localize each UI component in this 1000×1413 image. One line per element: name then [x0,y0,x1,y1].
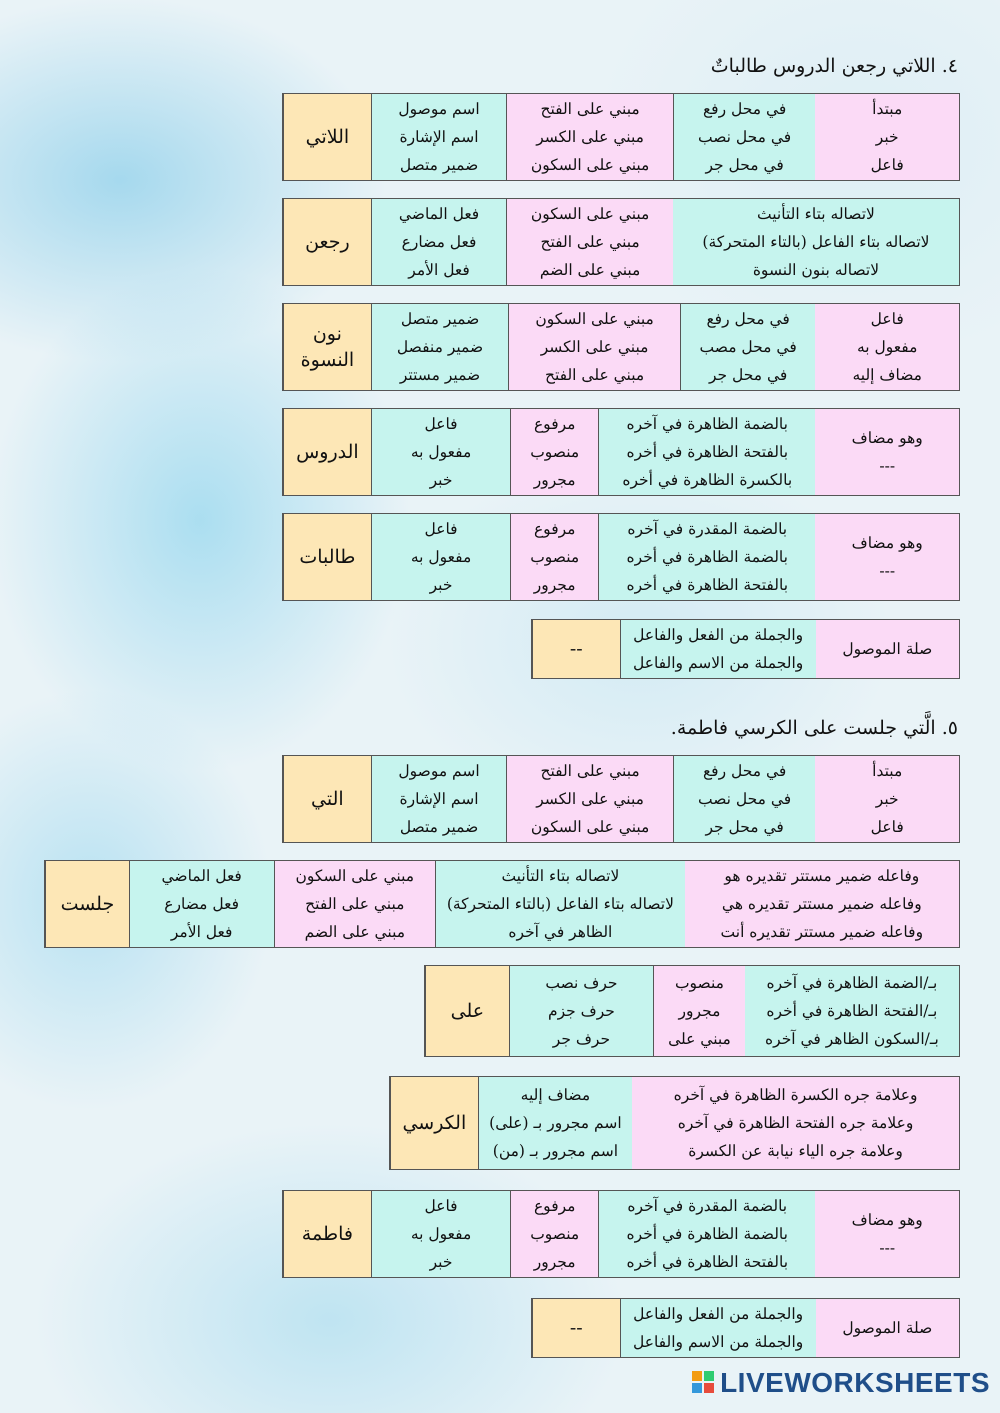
option-text: وفاعله ضمير مستتر تقديره هي [721,895,922,913]
option-cell[interactable] [274,861,436,947]
option-text: خبر [429,1253,453,1271]
option-cell[interactable] [435,861,684,947]
option-cell[interactable] [371,514,511,600]
option-text: مضاف إليه [852,366,922,384]
liveworksheets-logo-icon [692,1371,716,1395]
option-text: وهو مضاف [851,1211,923,1229]
table-row-sentence [531,1298,960,1358]
option-cell[interactable] [685,861,959,947]
option-cell[interactable] [506,199,673,285]
option-text: مجرور [533,1253,576,1271]
option-cell[interactable] [620,620,816,678]
option-text: فاعل [424,520,458,538]
table-row-sentence [531,619,960,679]
option-text: والجملة من الفعل والفاعل [633,1305,804,1323]
option-text: في محل جر [705,818,784,836]
option-text: مرفوع [533,1197,576,1215]
option-text: بالضمة الظاهرة في أخره [626,1225,788,1243]
option-text: مبني على السكون [530,156,650,174]
option-text: لاتصاله بتاء التأنيث [757,205,875,223]
option-cell[interactable] [509,966,653,1056]
option-text: مبني على الفتح [540,762,640,780]
option-text: وعلامة جره الفتحة الظاهرة في آخره [677,1114,914,1132]
option-text: خبر [875,790,899,808]
table-row-rajaan [282,198,960,286]
option-text: مفعول به [410,1225,472,1243]
option-cell[interactable] [673,94,816,180]
option-text: مبني على السكون [295,867,415,885]
word-text: نون النسوة [300,323,355,371]
option-text: مبني على الضم [539,261,641,279]
option-cell[interactable] [506,756,673,842]
table-row-jalasat [44,860,960,948]
word-cell: -- [532,1299,620,1357]
option-text: لاتصاله بتاء الفاعل (بالتاء المتحركة) [702,233,930,251]
option-text: مبني على السكون [535,310,654,328]
option-text: فاعل [424,1197,458,1215]
option-cell[interactable] [371,1191,511,1277]
option-text: اسم موصول [398,100,480,118]
word-cell: الدروس [283,409,371,495]
option-cell[interactable] [745,966,959,1056]
option-text: وفاعله ضمير مستتر تقديره أنت [720,923,924,941]
option-text: بالفتحة الظاهرة في أخره [626,576,789,594]
option-text: بالفتحة الظاهرة في أخره [626,1253,789,1271]
option-cell[interactable] [653,966,745,1056]
option-text: مبني على الفتح [540,100,640,118]
option-text: مفعول به [410,548,472,566]
option-text: ضمير متصل [399,156,479,174]
option-text: اسم موصول [398,762,480,780]
word-cell: فاطمة [283,1191,371,1277]
word-cell: -- [532,620,620,678]
option-text: مبني على الكسر [536,128,644,146]
option-text: بـ/السكون الظاهر في آخره [765,1030,939,1048]
table-row-allati [282,93,960,181]
option-text: مرفوع [533,520,576,538]
option-text: ضمير متصل [400,310,480,328]
option-text: في محل رفع [702,762,787,780]
table-row-aldurus [282,408,960,496]
word-cell [283,304,371,390]
option-cell[interactable] [598,409,815,495]
option-text: اسم مجرور بـ (من) [492,1142,619,1160]
option-text: في محل رفع [702,100,787,118]
option-text: مفعول به [856,338,918,356]
option-text: فعل الماضي [398,205,480,223]
option-text: فعل مضارع [164,895,240,913]
option-text: وهو مضاف [851,429,923,447]
option-cell[interactable] [815,94,959,180]
option-cell[interactable] [506,94,673,180]
option-text: مبني على [668,1030,731,1048]
option-text: مجرور [678,1002,721,1020]
option-text: خبر [875,128,899,146]
word-cell: الكرسي [390,1077,478,1169]
option-text: خبر [429,471,453,489]
option-cell[interactable] [673,199,959,285]
word-cell: على [425,966,509,1056]
option-text: منصوب [674,974,724,992]
table-row-talibat [282,513,960,601]
option-text: فاعل [870,310,904,328]
word-cell: جلست [45,861,129,947]
option-text: بالفتحة الظاهرة في أخره [626,443,789,461]
option-text: لاتصاله بتاء الفاعل (بالتاء المتحركة) [446,895,674,913]
option-text: اسم الإشارة [399,790,479,808]
option-text: مبني على الفتح [544,366,645,384]
option-text: والجملة من الاسم والفاعل [632,654,804,672]
option-text: في محل نصب [698,790,792,808]
option-cell[interactable] [371,756,507,842]
option-text: بـ/الفتحة الظاهرة في أخره [766,1002,938,1020]
option-text: والجملة من الفعل والفاعل [633,626,804,644]
option-cell[interactable] [673,756,816,842]
option-cell[interactable] [680,304,816,390]
option-text: مجرور [533,471,576,489]
option-cell[interactable] [632,1077,959,1169]
table-row-fatima [282,1190,960,1278]
option-text: في محل نصب [698,128,792,146]
option-text: مبني على السكون [530,818,650,836]
option-text: وعلامة جره الكسرة الظاهرة في آخره [673,1086,918,1104]
option-cell[interactable] [478,1077,632,1169]
option-text: ضمير مستتر [399,366,481,384]
option-cell[interactable] [371,409,511,495]
option-text: لاتصاله بتاء التأنيث [501,867,620,885]
option-text: مرفوع [533,415,576,433]
option-cell[interactable] [620,1299,816,1357]
option-cell[interactable] [815,304,959,390]
option-text: بالكسرة الظاهرة في أخره [622,471,793,489]
option-text: منصوب [530,443,580,461]
option-text: --- [879,1239,896,1257]
option-text: الظاهر في آخره [508,923,613,941]
table-row-allati [282,755,960,843]
option-cell[interactable] [816,620,959,678]
option-cell[interactable] [815,409,959,495]
option-text: فعل الأمر [408,261,470,279]
word-cell: طالبات [283,514,371,600]
liveworksheets-logo[interactable] [692,1367,990,1399]
option-cell[interactable] [371,199,507,285]
option-text: صلة الموصول [842,640,933,658]
table-row-noon-alniswa [282,303,960,391]
option-text: فعل الماضي [161,867,242,885]
option-text: --- [879,457,896,475]
option-text: بالضمة الظاهرة في أخره [626,548,788,566]
option-text: وعلامة جره الياء نيابة عن الكسرة [688,1142,903,1160]
option-text: مفعول به [410,443,472,461]
logo-text: LIVEWORKSHEETS [720,1367,990,1398]
option-text: فاعل [870,818,904,836]
word-cell: رجعن [283,199,371,285]
option-cell[interactable] [371,94,507,180]
option-text: منصوب [530,548,580,566]
option-text: فعل الأمر [170,923,233,941]
option-text: مبني على الفتح [305,895,405,913]
option-text: حرف جر [552,1030,611,1048]
word-cell: اللاتي [283,94,371,180]
option-cell[interactable] [371,304,509,390]
option-text: مبتدأ [872,100,903,118]
option-text: مبني على الكسر [540,338,649,356]
option-text: منصوب [530,1225,580,1243]
option-text: لاتصاله بنون النسوة [752,261,880,279]
option-text: خبر [429,576,453,594]
word-cell: التي [283,756,371,842]
option-cell[interactable] [815,514,959,600]
option-cell[interactable] [598,1191,815,1277]
option-text: والجملة من الاسم والفاعل [632,1333,804,1351]
option-text: مجرور [533,576,576,594]
option-text: في محل جر [708,366,788,384]
option-text: اسم مجرور بـ (على) [489,1114,622,1132]
option-text: فاعل [424,415,458,433]
option-text: وفاعله ضمير مستتر تقديره هو [724,867,920,885]
option-text: بالضمة المقدرة في آخره [627,1197,788,1215]
option-text: في محل مصب [699,338,797,356]
option-cell[interactable] [510,1191,598,1277]
option-text: ضمير منفصل [396,338,484,356]
option-text: مبني على الكسر [536,790,644,808]
option-text: مضاف إليه [520,1086,591,1104]
option-cell[interactable] [815,756,959,842]
option-cell[interactable] [129,861,274,947]
option-text: ضمير متصل [399,818,479,836]
table-row-alkursi [389,1076,960,1170]
section-5-heading: ٥. الَّتي جلست على الكرسي فاطمة. [670,717,958,739]
option-text: مبتدأ [872,762,903,780]
option-text: اسم الإشارة [399,128,479,146]
option-text: بالضمة الظاهرة في آخره [626,415,788,433]
option-text: حرف جزم [547,1002,615,1020]
option-text: بـ/الضمة الظاهرة في آخره [766,974,938,992]
section-4-heading: ٤. اللاتي رجعن الدروس طالباتٌ [710,55,958,77]
option-cell[interactable] [508,304,680,390]
option-text: مبني على الفتح [540,233,640,251]
option-text: مبني على الضم [304,923,406,941]
option-cell[interactable] [816,1299,959,1357]
option-text: في محل رفع [706,310,790,328]
option-cell[interactable] [510,514,598,600]
option-text: فاعل [870,156,904,174]
option-text: --- [879,562,896,580]
option-text: مبني على السكون [530,205,650,223]
option-text: في محل جر [705,156,784,174]
table-row-ala [424,965,960,1057]
option-text: وهو مضاف [851,534,923,552]
option-text: فعل مضارع [401,233,477,251]
option-cell[interactable] [815,1191,959,1277]
option-text: بالضمة المقدرة في آخره [627,520,788,538]
option-cell[interactable] [510,409,598,495]
option-cell[interactable] [598,514,815,600]
option-text: صلة الموصول [842,1319,933,1337]
option-text: حرف نصب [545,974,618,992]
